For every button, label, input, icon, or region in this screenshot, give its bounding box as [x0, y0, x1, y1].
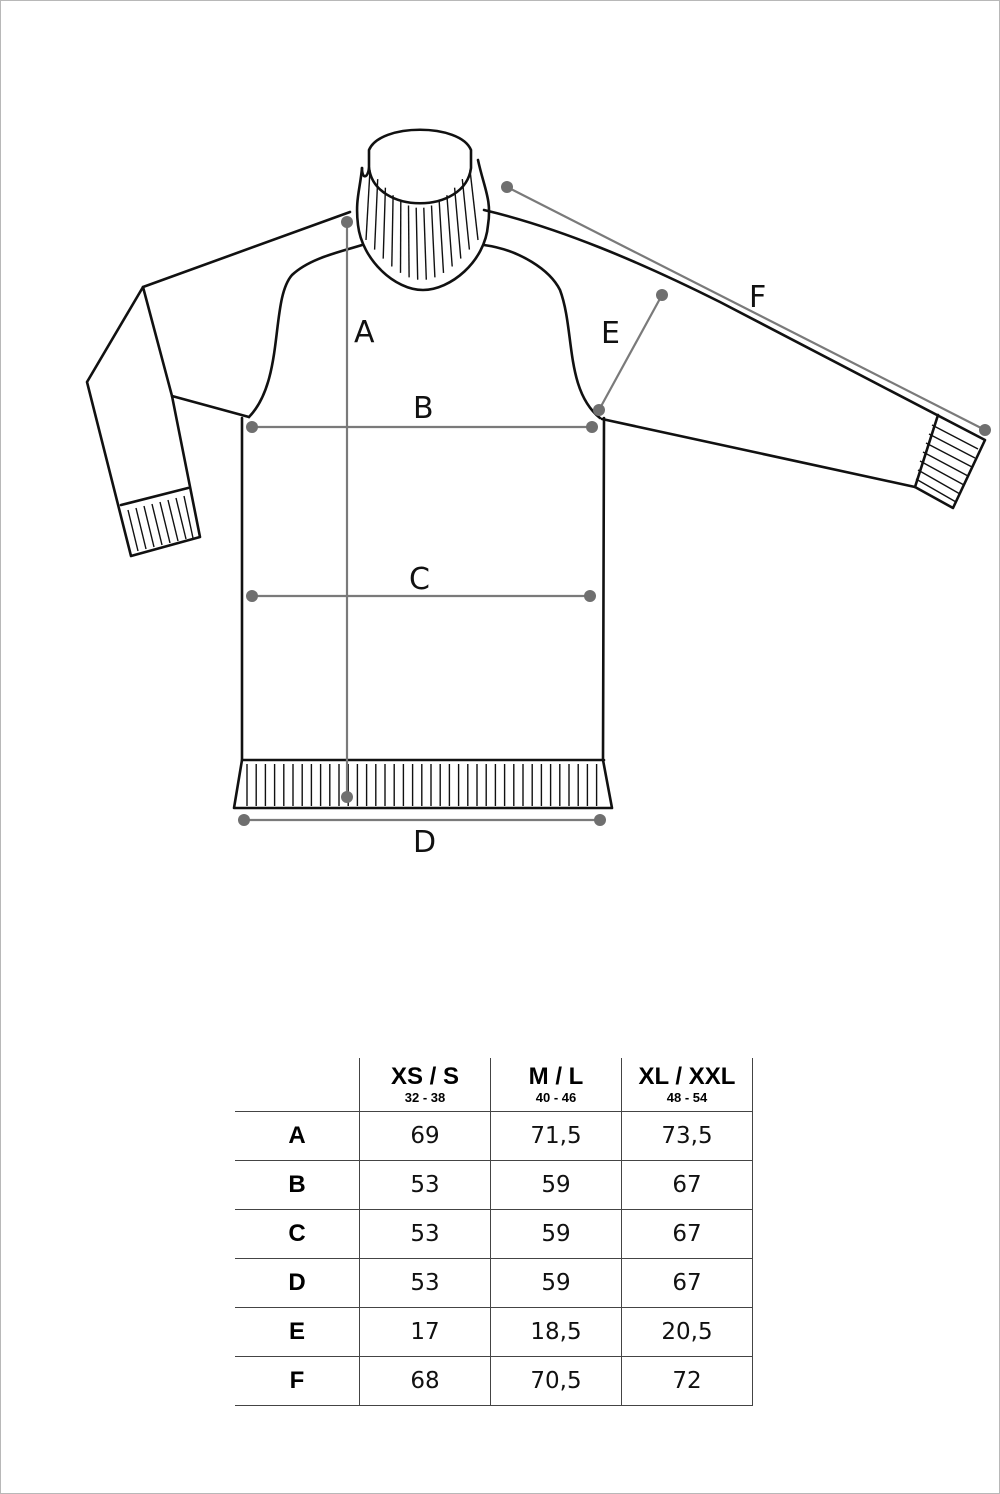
- table-cell: 67: [622, 1259, 753, 1308]
- row-label: A: [235, 1112, 360, 1161]
- table-cell: 68: [360, 1357, 491, 1406]
- collar-rib-line: [366, 170, 370, 240]
- table-cell: 53: [360, 1161, 491, 1210]
- collar-rib-line: [432, 206, 435, 278]
- measure-d-left-dot: [238, 814, 250, 826]
- row-label: D: [235, 1259, 360, 1308]
- table-cell: 69: [360, 1112, 491, 1161]
- label-d: D: [413, 825, 437, 860]
- size-header-m-l: [491, 1058, 622, 1112]
- collar-rib-line: [409, 206, 410, 278]
- row-label: F: [235, 1357, 360, 1406]
- collar-rib-line: [375, 179, 378, 250]
- table-cell: 73,5: [622, 1112, 753, 1161]
- label-b: B: [413, 391, 434, 426]
- table-cell: 67: [622, 1161, 753, 1210]
- measure-c-right-dot: [584, 590, 596, 602]
- size-name: XS / S: [390, 1062, 460, 1090]
- collar-rib-line: [392, 195, 393, 266]
- row-label: C: [235, 1210, 360, 1259]
- measure-b-left-dot: [246, 421, 258, 433]
- collar-rib-line: [439, 201, 443, 273]
- table-cell: 53: [360, 1210, 491, 1259]
- measure-f-line: [507, 187, 985, 430]
- table-cell: 71,5: [491, 1112, 622, 1161]
- measure-f-start-dot: [501, 181, 513, 193]
- measure-d-right-dot: [594, 814, 606, 826]
- row-label: E: [235, 1308, 360, 1357]
- label-c: C: [409, 562, 430, 597]
- measure-a-top-dot: [341, 216, 353, 228]
- table-row: [235, 1308, 753, 1357]
- measurements: [238, 181, 991, 826]
- table-cell: 59: [491, 1259, 622, 1308]
- table-cell: 67: [622, 1210, 753, 1259]
- collar-rib-line: [462, 179, 469, 250]
- table-row: [235, 1161, 753, 1210]
- collar-rib-line: [455, 188, 461, 259]
- turtleneck-collar: [357, 130, 489, 290]
- table-cell: 20,5: [622, 1308, 753, 1357]
- measure-e-bottom-dot: [593, 404, 605, 416]
- collar-rib-line: [424, 208, 427, 280]
- measure-c-left-dot: [246, 590, 258, 602]
- right-cuff-ribbing: [916, 425, 978, 502]
- label-f: F: [749, 280, 767, 315]
- size-name: M / L: [528, 1062, 584, 1090]
- table-row: [235, 1210, 753, 1259]
- table-cell: 18,5: [491, 1308, 622, 1357]
- table-row: [235, 1357, 753, 1406]
- collar-rib-line: [447, 195, 452, 266]
- sweater-body: [234, 245, 612, 808]
- collar-rib-line: [416, 208, 418, 280]
- measure-f-end-dot: [979, 424, 991, 436]
- size-header-xs-s: [360, 1058, 491, 1112]
- measure-a-bottom-dot: [341, 791, 353, 803]
- hem-ribbing: [247, 764, 597, 806]
- table-cell: 17: [360, 1308, 491, 1357]
- table-cell: 72: [622, 1357, 753, 1406]
- table-corner: [235, 1058, 360, 1112]
- measure-b-right-dot: [586, 421, 598, 433]
- size-range: 48 - 54: [666, 1089, 708, 1105]
- label-a: A: [354, 315, 375, 350]
- measure-e-line: [599, 295, 662, 410]
- table-cell: 59: [491, 1161, 622, 1210]
- table-cell: 59: [491, 1210, 622, 1259]
- size-header-row: [235, 1058, 753, 1112]
- table-cell: 53: [360, 1259, 491, 1308]
- measure-e-top-dot: [656, 289, 668, 301]
- table-cell: 70,5: [491, 1357, 622, 1406]
- label-e: E: [601, 316, 620, 351]
- collar-rib-line: [470, 170, 478, 240]
- table-row: [235, 1112, 753, 1161]
- collar-rib-line: [383, 188, 385, 259]
- size-header-xl-xxl: [622, 1058, 753, 1112]
- size-range: 40 - 46: [535, 1089, 577, 1105]
- right-sleeve: [484, 210, 985, 508]
- table-row: [235, 1259, 753, 1308]
- size-table: [235, 1058, 753, 1406]
- size-name: XL / XXL: [638, 1062, 736, 1090]
- size-range: 32 - 38: [404, 1089, 446, 1105]
- row-label: B: [235, 1161, 360, 1210]
